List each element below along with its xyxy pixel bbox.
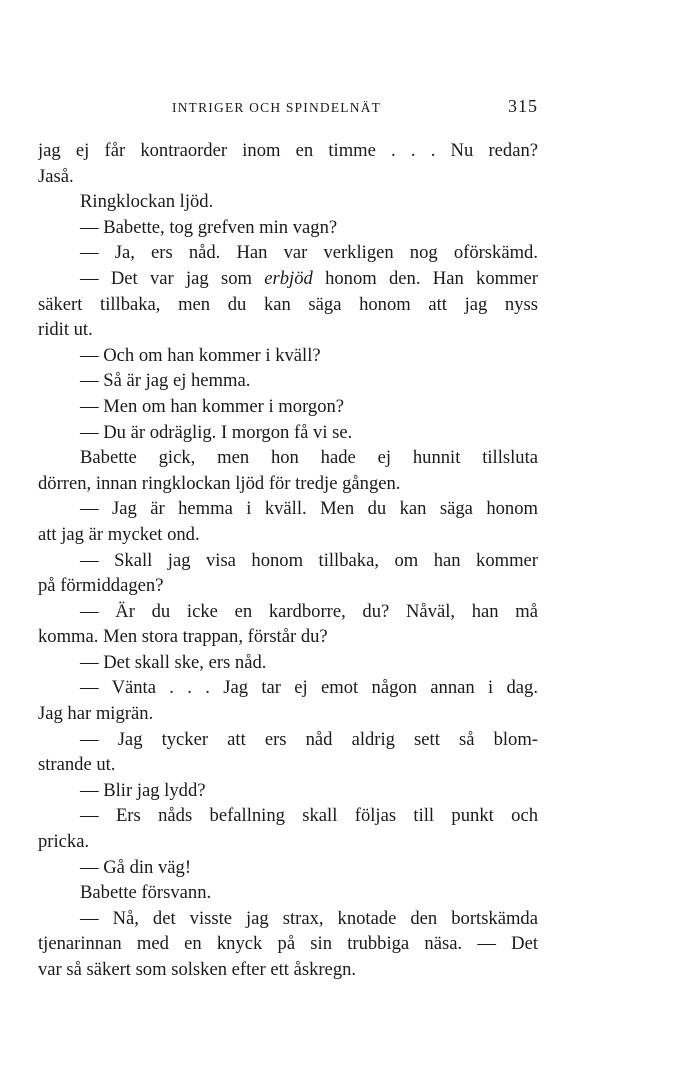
text-line: komma. Men stora trappan, förstår du? [38, 626, 328, 648]
text-line: — Gå din väg! [80, 856, 192, 878]
text-line: ridit ut. [38, 319, 93, 341]
text-segment: — Det var jag som [80, 267, 265, 289]
text-line: — Ers nåds befallning skall följas till punkt och [80, 805, 538, 827]
text-line [38, 266, 538, 292]
text-segment: honom den. Han kommer [312, 267, 538, 289]
running-title: INTRIGER OCH SPINDELNÄT [172, 100, 382, 115]
text-line: — Och om han kommer i kväll? [80, 344, 321, 366]
text-line: Babette försvann. [80, 882, 212, 904]
text-line: — Ja, ers nåd. Han var verkligen nog oförskämd. [80, 242, 538, 264]
body-text [38, 138, 538, 983]
text-line: — Jag är hemma i kväll. Men du kan säga honom [80, 498, 538, 520]
text-line: — Är du icke en kardborre, du? Nåväl, han må [80, 600, 538, 622]
page-header [38, 96, 538, 120]
page-number: 315 [508, 96, 538, 116]
text-line: — Vänta . . . Jag tar ej emot någon annan i dag. [80, 677, 538, 699]
text-line: dörren, innan ringklockan ljöd för tredje gången. [38, 472, 401, 494]
text-line: Jaså. [38, 165, 74, 187]
text-line: var så säkert som solsken efter ett åskregn. [38, 959, 357, 980]
text-line: Jag har migrän. [38, 703, 154, 725]
text-line: — Så är jag ej hemma. [80, 370, 251, 392]
text-line: tjenarinnan med en knyck på sin trubbiga näsa. — Det [38, 933, 538, 955]
text-line: — Du är odräglig. I morgon få vi se. [80, 421, 353, 443]
text-line: — Skall jag visa honom tillbaka, om han kommer [80, 549, 538, 571]
emphasized-word: erbjöd [264, 267, 313, 289]
text-line: — Blir jag lydd? [80, 779, 206, 801]
text-line: — Jag tycker att ers nåd aldrig sett så blom- [80, 728, 538, 750]
text-line: säkert tillbaka, men du kan säga honom att jag nyss [38, 293, 538, 315]
text-line: — Men om han kommer i morgon? [80, 395, 345, 417]
text-line: — Babette, tog grefven min vagn? [80, 216, 338, 238]
text-line: strande ut. [38, 754, 116, 776]
text-line: — Det skall ske, ers nåd. [80, 651, 267, 673]
text-line: pricka. [38, 831, 90, 853]
text-line: på förmiddagen? [38, 575, 164, 597]
text-line: att jag är mycket ond. [38, 523, 200, 545]
text-line: Babette gick, men hon hade ej hunnit tillsluta [80, 447, 538, 469]
text-line: — Nå, det visste jag strax, knotade den bortskämda [80, 907, 538, 929]
text-line: Ringklockan ljöd. [80, 191, 214, 213]
text-line: jag ej får kontraorder inom en timme . . . Nu redan? [38, 140, 538, 161]
